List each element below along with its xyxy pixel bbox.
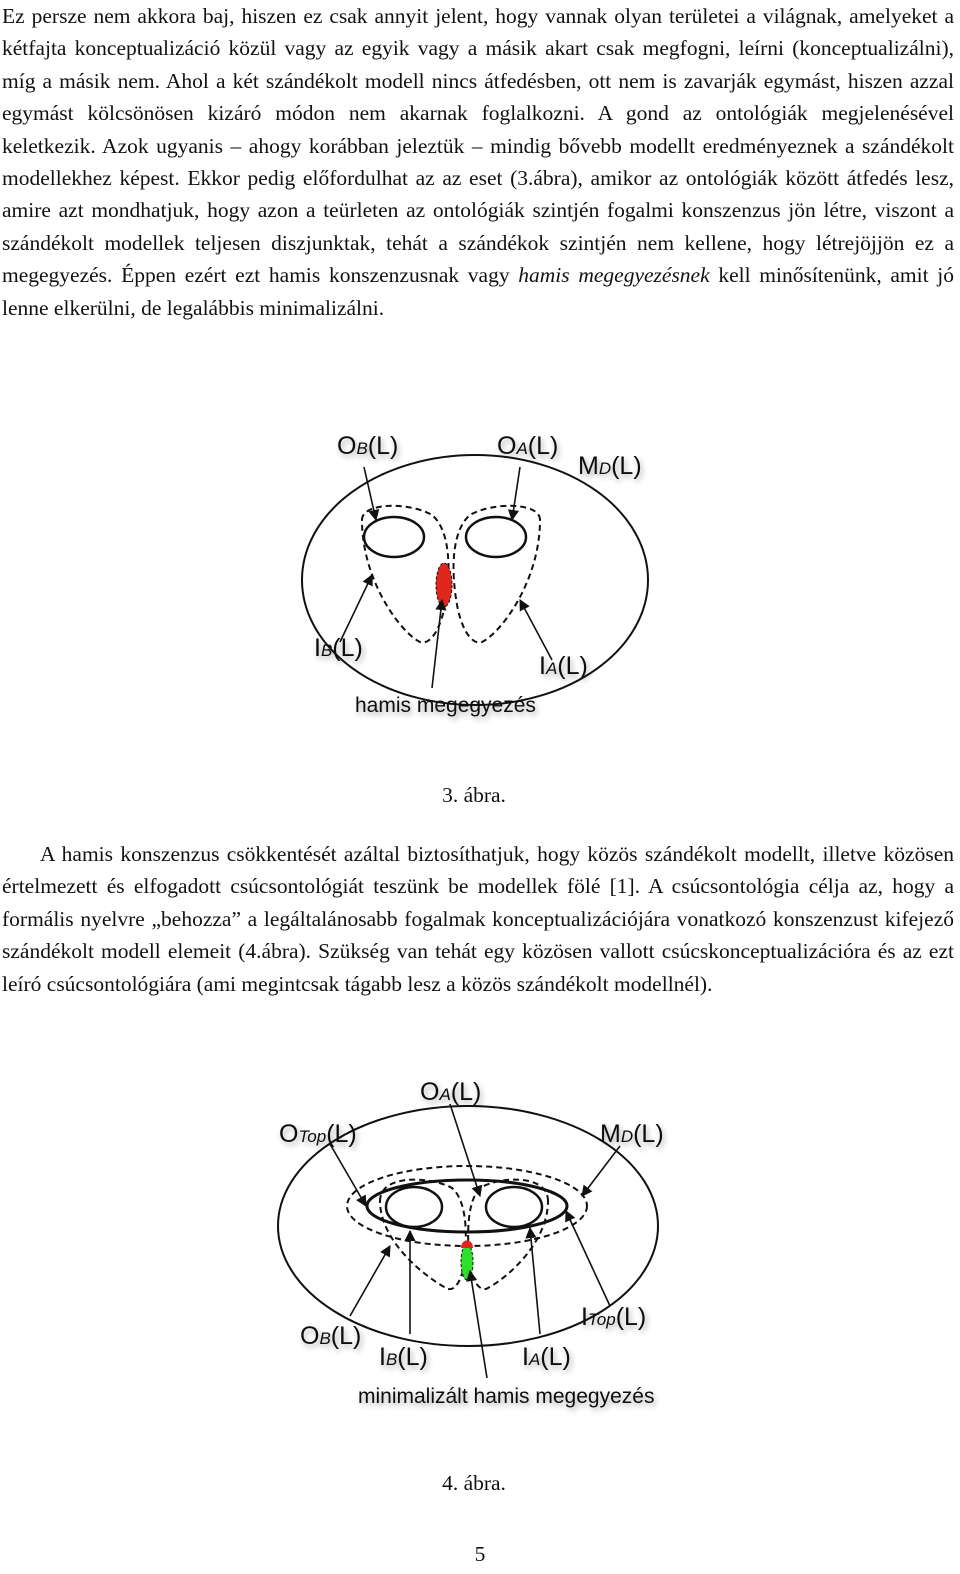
- intended-model-ellipse: [302, 455, 648, 705]
- arrow-ia: [530, 1228, 540, 1334]
- label-oa: OA(L): [497, 432, 559, 460]
- label-ib: IB(L): [314, 634, 363, 662]
- label-itop: ITop(L): [581, 1303, 647, 1331]
- label-md: MD(L): [578, 452, 642, 480]
- arrow-ob: [364, 467, 376, 520]
- arrow-md: [582, 1146, 620, 1196]
- paragraph-top-ontology: A hamis konszenzus csökkentését azáltal biztosíthatjuk, hogy közös szándékolt modellt, illetve közösen értelmezett és elfogadott csúcsontológiát teszünk be modellek fölé [1]. A csúcsontológia célja az, hogy a formális nyelvre „behozza” a legáltalánosabb fogalmak konceptualizációjára vonatkozó konszenzust kifejező szándékolt modell elemeit (4.ábra). Szükség van tehát egy közösen vallott csúcskonceptualizációra és az ezt leíró csúcsontológiára (ami megintcsak tágabb lesz a közös szándékolt modellnél).: [2, 842, 954, 996]
- paragraph-intro-text: Ez persze nem akkora baj, hiszen ez csak annyit jelent, hogy vannak olyan területei a világnak, amelyeket a kétfajta konceptualizáció közül vagy az egyik vagy a másik akart csak megfogni, leírni (konceptualizálni), míg a másik nem. Ahol a két szándékolt modell nincs átfedésben, ott nem is zavarják egymást, hiszen azzal egymást kölcsönösen kizáró módon nem akarnak foglalkozni. A gond az ontológiák megjelenésével keletkezik. Azok ugyanis – ahogy korábban jeleztük – mindig bővebb modellt eredményeznek a szándékolt modellekhez képest. Ekkor pedig előfordulhat az az eset (3.ábra), amikor az ontológiák között átfedés lesz, amire azt mondhatjuk, hogy azon a teürleten az ontológiák szintjén fogalmi konszenzus jön létre, viszont a szándékolt modellek teljesen diszjunktak, tehát a szándékok szintjén nem kellene, hogy létrejöjjön ez a megegyezés. Éppen ezért ezt hamis konszenzusnak vagy: [2, 4, 954, 288]
- ontology-b-dashed-region: [362, 506, 448, 643]
- figure-4-caption: 4. ábra.: [442, 1471, 506, 1495]
- figure-3-diagram: [0, 420, 960, 740]
- paragraph-intro: [2, 0, 954, 324]
- arrow-oa: [512, 467, 520, 520]
- arrow-ia: [520, 600, 552, 660]
- paragraph-intro-emphasis: hamis megegyezésnek: [518, 263, 710, 288]
- false-agreement-overlap: [436, 563, 452, 607]
- ontology-b-dashed-region: [380, 1180, 466, 1290]
- false-agreement-overlap: [461, 1241, 473, 1249]
- page-number: 5: [474, 1542, 486, 1566]
- label-ia: IA(L): [539, 652, 588, 680]
- figure-4-diagram: [0, 1066, 960, 1436]
- arrow-itop: [566, 1211, 610, 1306]
- label-otop: OTop(L): [279, 1120, 357, 1148]
- label-ib: IB(L): [379, 1343, 428, 1371]
- intended-model-a-ellipse: [486, 1187, 542, 1227]
- label-ob: OB(L): [337, 432, 399, 460]
- figure-3-caption: 3. ábra.: [442, 783, 506, 807]
- top-ontology-dashed-ellipse: [347, 1166, 587, 1246]
- intended-model-b-ellipse: [386, 1187, 442, 1227]
- label-false-agreement: hamis megegyezés: [355, 694, 536, 717]
- label-minimized-false-agreement: minimalizált hamis megegyezés: [358, 1385, 655, 1408]
- intended-model-b-ellipse: [364, 517, 424, 557]
- arrow-oa: [450, 1104, 480, 1196]
- arrow-ib: [340, 575, 372, 642]
- label-ia: IA(L): [522, 1343, 571, 1371]
- arrow-false-agreement: [432, 600, 442, 688]
- arrow-ob: [350, 1246, 390, 1316]
- ontology-a-dashed-region: [454, 506, 540, 643]
- label-oa: OA(L): [420, 1078, 482, 1106]
- label-md: MD(L): [600, 1120, 664, 1148]
- arrow-otop: [330, 1144, 366, 1206]
- paragraph-intro-text-end: kell minősítenünk, amit jó lenne elkerülni, de legalábbis minimalizálni.: [2, 263, 954, 320]
- label-ob: OB(L): [300, 1322, 362, 1350]
- intended-model-a-ellipse: [466, 517, 526, 557]
